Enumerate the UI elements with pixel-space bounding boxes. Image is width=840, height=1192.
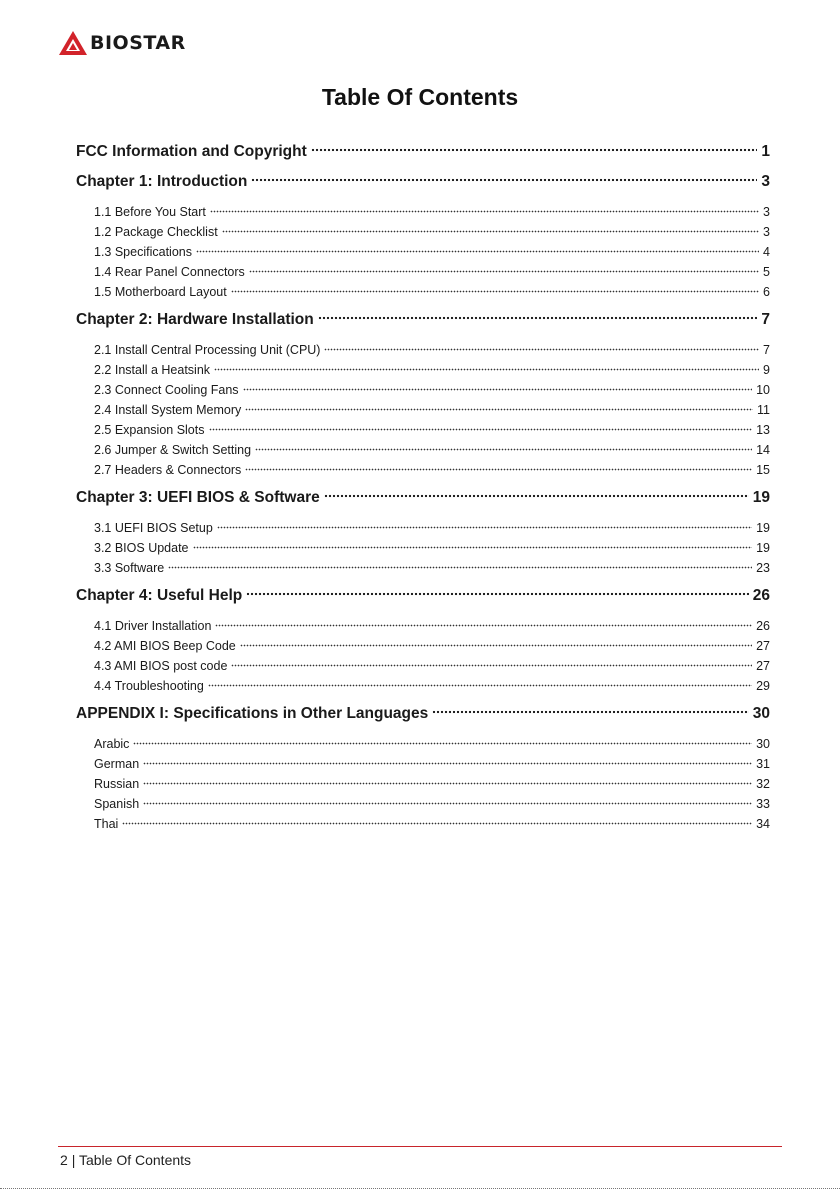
dot-leader (311, 141, 758, 157)
dot-leader (246, 585, 749, 601)
toc-section-page: 23 (756, 561, 770, 575)
toc-section-page: 27 (756, 659, 770, 673)
toc-section-title: 4.3 AMI BIOS post code (94, 659, 228, 673)
footer-divider (58, 1146, 782, 1147)
toc-section-page: 31 (756, 757, 770, 771)
toc-section-title: 4.1 Driver Installation (94, 619, 212, 633)
dot-leader (318, 309, 758, 325)
toc-section-entry[interactable] (76, 794, 770, 814)
toc-section-title: Arabic (94, 737, 130, 751)
toc-section-title: 3.2 BIOS Update (94, 541, 189, 555)
toc-section-entry[interactable] (76, 774, 770, 794)
dot-leader (255, 442, 752, 455)
dot-leader (209, 422, 753, 435)
dot-leader (196, 244, 759, 257)
footer-separator: | (71, 1152, 76, 1168)
toc-section-page: 29 (756, 679, 770, 693)
toc-section-page: 3 (763, 205, 770, 219)
dot-leader (208, 678, 752, 691)
dot-leader (143, 776, 752, 789)
toc-section-entry[interactable] (76, 242, 770, 262)
toc-section-entry[interactable] (76, 440, 770, 460)
toc-section-title: 2.7 Headers & Connectors (94, 463, 242, 477)
toc-section-page: 26 (756, 619, 770, 633)
toc-section-page: 30 (756, 737, 770, 751)
toc-chapter-entry[interactable] (76, 702, 770, 726)
toc-section-title: 1.5 Motherboard Layout (94, 285, 227, 299)
toc-section-page: 3 (763, 225, 770, 239)
toc-section-entry[interactable] (76, 518, 770, 538)
dot-leader (231, 658, 752, 671)
toc-section-page: 14 (756, 443, 770, 457)
dot-leader (210, 204, 759, 217)
dot-leader (245, 402, 753, 415)
toc-chapter-entry[interactable] (76, 170, 770, 194)
dot-leader (143, 796, 752, 809)
toc-chapter-title: Chapter 1: Introduction (76, 173, 248, 190)
toc-section-title: Russian (94, 777, 140, 791)
toc-section-title: German (94, 757, 140, 771)
toc-section-title: 2.2 Install a Heatsink (94, 363, 211, 377)
toc-section-page: 13 (756, 423, 770, 437)
toc-section-entry[interactable] (76, 676, 770, 696)
dot-leader (222, 224, 759, 237)
toc-chapter-page: 7 (761, 311, 770, 328)
toc-section-title: 1.2 Package Checklist (94, 225, 218, 239)
toc-section-title: 1.4 Rear Panel Connectors (94, 265, 245, 279)
toc-chapter-entry[interactable] (76, 486, 770, 510)
toc-section-entry[interactable] (76, 282, 770, 302)
dot-leader (217, 520, 752, 533)
dot-leader (324, 342, 759, 355)
toc-section-title: 2.3 Connect Cooling Fans (94, 383, 239, 397)
toc-section-entry[interactable] (76, 656, 770, 676)
toc-section-entry[interactable] (76, 340, 770, 360)
dot-leader (215, 618, 752, 631)
toc-chapter-page: 26 (752, 587, 770, 604)
dot-leader (243, 382, 753, 395)
toc-section-entry[interactable] (76, 636, 770, 656)
toc-chapter-title: Chapter 3: UEFI BIOS & Software (76, 489, 320, 506)
toc-chapter-title: FCC Information and Copyright (76, 143, 307, 160)
toc-section-entry[interactable] (76, 754, 770, 774)
toc-section-entry[interactable] (76, 262, 770, 282)
toc-section-title: Thai (94, 817, 119, 831)
dot-leader (193, 540, 753, 553)
dot-leader (168, 560, 752, 573)
toc-section-page: 10 (756, 383, 770, 397)
toc-section-title: 2.4 Install System Memory (94, 403, 242, 417)
toc-section-title: 2.1 Install Central Processing Unit (CPU) (94, 343, 321, 357)
biostar-logo-icon (58, 30, 88, 56)
toc-section-page: 6 (763, 285, 770, 299)
toc-section-page: 27 (756, 639, 770, 653)
toc-section-entry[interactable] (76, 814, 770, 834)
toc-section-page: 11 (757, 403, 770, 417)
toc-section-page: 5 (763, 265, 770, 279)
toc-chapter-title: APPENDIX I: Specifications in Other Languages (76, 705, 429, 722)
toc-section-title: 4.4 Troubleshooting (94, 679, 204, 693)
page-footer (60, 1152, 191, 1168)
toc-section-entry[interactable] (76, 380, 770, 400)
toc-chapter-title: Chapter 4: Useful Help (76, 587, 243, 604)
table-of-contents (76, 140, 770, 834)
toc-section-title: 4.2 AMI BIOS Beep Code (94, 639, 236, 653)
dot-leader (251, 171, 757, 187)
toc-section-entry[interactable] (76, 400, 770, 420)
toc-section-page: 34 (756, 817, 770, 831)
toc-section-entry[interactable] (76, 420, 770, 440)
toc-section-page: 19 (756, 521, 770, 535)
toc-section-title: 3.1 UEFI BIOS Setup (94, 521, 213, 535)
toc-section-entry[interactable] (76, 734, 770, 754)
toc-section-entry[interactable] (76, 360, 770, 380)
toc-section-title: 3.3 Software (94, 561, 165, 575)
toc-section-page: 7 (763, 343, 770, 357)
toc-chapter-page: 3 (761, 173, 770, 190)
footer-label: Table Of Contents (78, 1152, 192, 1168)
toc-chapter-entry[interactable] (76, 140, 770, 164)
toc-section-title: 2.6 Jumper & Switch Setting (94, 443, 252, 457)
toc-section-page: 4 (763, 245, 770, 259)
dot-leader (432, 703, 748, 719)
toc-section-entry[interactable] (76, 222, 770, 242)
toc-chapter-title: Chapter 2: Hardware Installation (76, 311, 314, 328)
toc-section-title: 1.3 Specifications (94, 245, 192, 259)
toc-section-page: 19 (756, 541, 770, 555)
toc-section-title: Spanish (94, 797, 140, 811)
dot-leader (231, 284, 759, 297)
toc-section-page: 32 (756, 777, 770, 791)
toc-section-page: 33 (756, 797, 770, 811)
toc-chapter-entry[interactable] (76, 308, 770, 332)
toc-section-entry[interactable] (76, 558, 770, 578)
toc-chapter-entry[interactable] (76, 584, 770, 608)
toc-section-entry[interactable] (76, 616, 770, 636)
dot-leader (249, 264, 759, 277)
dot-leader (240, 638, 752, 651)
toc-section-title: 1.1 Before You Start (94, 205, 206, 219)
toc-chapter-page: 1 (761, 143, 770, 160)
dot-leader (122, 816, 752, 829)
page-title: Table Of Contents (321, 84, 519, 110)
toc-section-title: 2.5 Expansion Slots (94, 423, 205, 437)
page-bottom-edge (0, 1188, 840, 1190)
toc-section-entry[interactable] (76, 538, 770, 558)
biostar-logo (58, 30, 186, 56)
dot-leader (214, 362, 759, 375)
footer-page-number: 2 (60, 1152, 68, 1168)
toc-section-entry[interactable] (76, 202, 770, 222)
toc-section-page: 15 (756, 463, 770, 477)
toc-chapter-page: 30 (752, 705, 770, 722)
dot-leader (133, 736, 752, 749)
dot-leader (143, 756, 752, 769)
dot-leader (245, 462, 752, 475)
toc-chapter-page: 19 (752, 489, 770, 506)
toc-section-entry[interactable] (76, 460, 770, 480)
toc-section-page: 9 (763, 363, 770, 377)
brand-name: BIOSTAR (90, 32, 186, 54)
dot-leader (324, 487, 749, 503)
